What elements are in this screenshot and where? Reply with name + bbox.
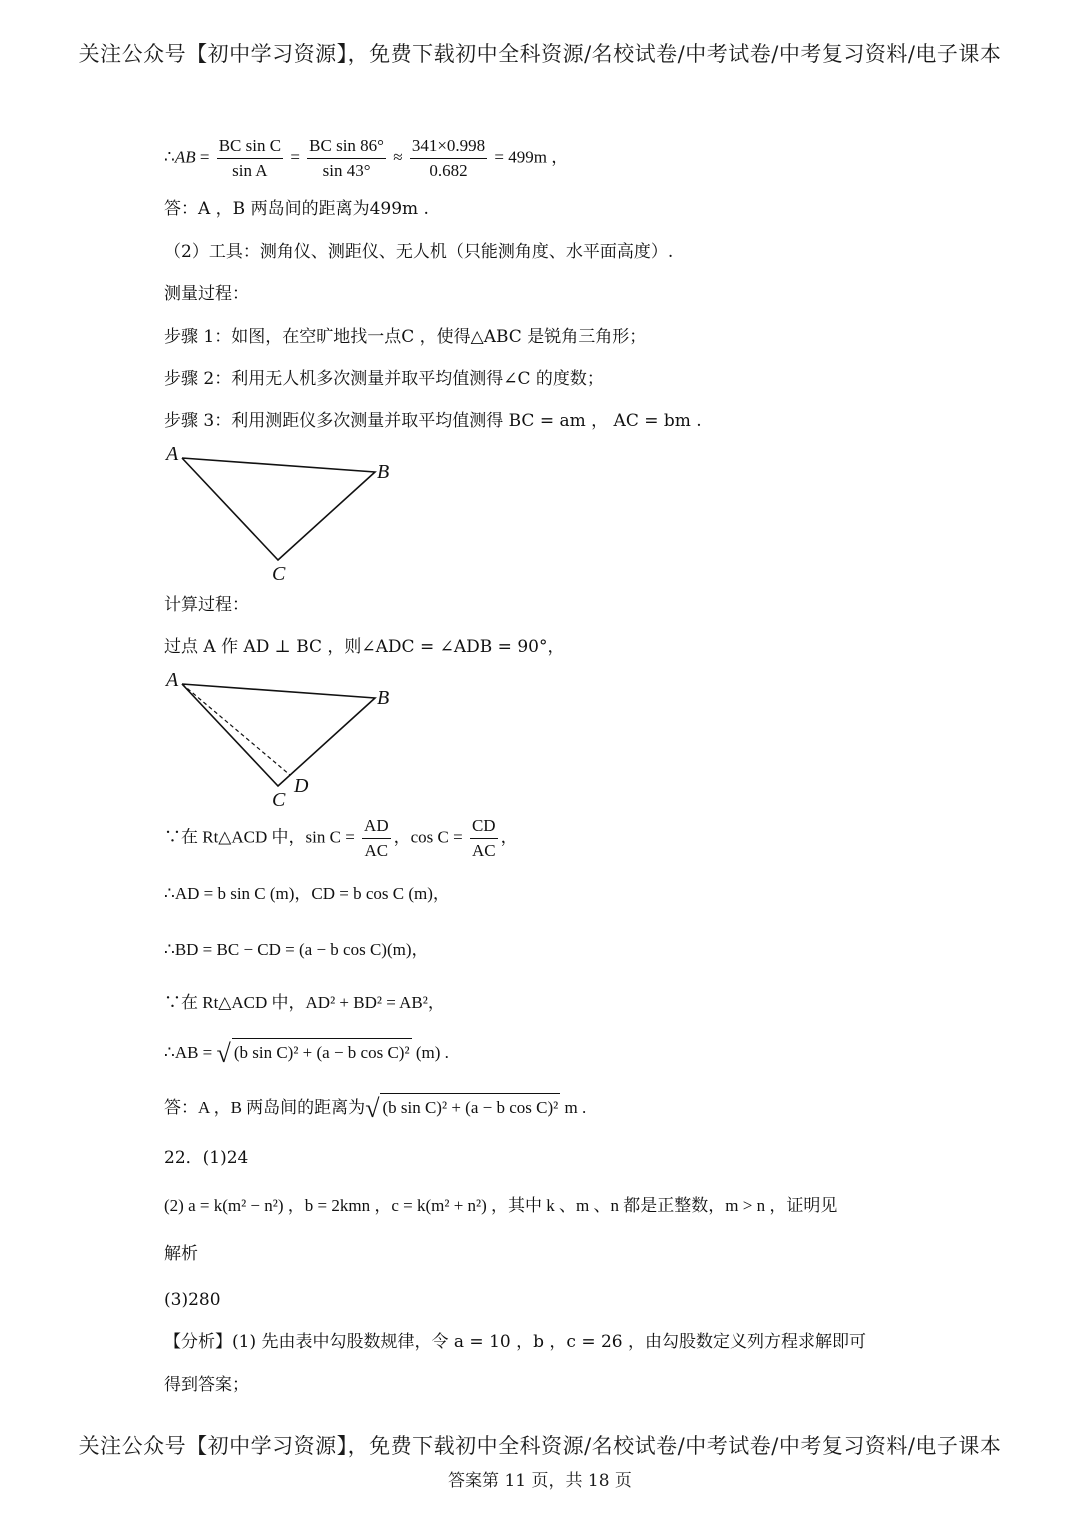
perpendicular-line: 过点 A 作 AD ⊥ BC ，则∠ADC = ∠ADB = 90°， xyxy=(164,637,565,657)
denominator: 0.682 xyxy=(429,161,468,180)
numerator: BC sin C xyxy=(217,134,283,159)
end: (m) . xyxy=(411,1043,449,1062)
footer-banner: 关注公众号【初中学习资源】，免费下载初中全科资源/名校试卷/中考试卷/中考复习资料/电子课本 xyxy=(78,1434,1002,1458)
fraction-3 xyxy=(410,134,487,183)
header-banner: 关注公众号【初中学习资源】，免费下载初中全科资源/名校试卷/中考试卷/中考复习资料/电子课本 xyxy=(78,42,1002,66)
result: = 499m ， xyxy=(490,147,569,167)
fraction-ad-ac xyxy=(362,814,391,863)
approx: ≈ xyxy=(388,147,407,167)
therefore-symbol: ∴ xyxy=(164,147,175,167)
numerator: BC sin 86° xyxy=(307,134,386,159)
pythagoras-line: ∵在 Rt△ACD 中，AD² + BD² = AB²， xyxy=(164,993,445,1012)
formula-ab-sine-rule xyxy=(164,134,568,183)
q22-part1: 22．(1)24 xyxy=(164,1148,249,1168)
radical-sign: √ xyxy=(216,1039,231,1068)
triangle-figure-1 xyxy=(160,440,410,590)
equals: = xyxy=(195,147,214,167)
equals: = xyxy=(286,147,305,167)
step-1: 步骤 1：如图，在空旷地找一点C ，使得△ABC 是锐角三角形； xyxy=(164,327,647,347)
vertex-label-c: C xyxy=(272,563,286,585)
triangle-abc xyxy=(182,458,375,560)
middle: ，cos C = xyxy=(393,827,467,847)
prefix: ∵在 Rt△ACD 中，sin C = xyxy=(164,827,360,847)
vertex-label-a: A xyxy=(166,443,179,465)
radicand: (b sin C)² + (a − b cos C)² xyxy=(232,1038,412,1065)
answer-line-1: 答：A ，B 两岛间的距离为499m . xyxy=(164,199,429,219)
vertex-label-a: A xyxy=(166,669,179,691)
calc-heading: 计算过程： xyxy=(164,595,249,615)
page-number: 答案第 11 页，共 18 页 xyxy=(448,1471,632,1491)
end: m . xyxy=(560,1098,587,1117)
q22-part2: (2) a = k(m² − n²) ，b = 2kmn ，c = k(m² + n²) ，其中 k 、m 、n 都是正整数，m > n ，证明见 xyxy=(164,1196,838,1215)
fraction-1 xyxy=(217,134,283,183)
denominator: AC xyxy=(471,841,496,860)
denominator: sin 43° xyxy=(322,161,371,180)
denominator: AC xyxy=(364,841,389,860)
step-2: 步骤 2：利用无人机多次测量并取平均值测得∠C 的度数； xyxy=(164,369,604,389)
end: ， xyxy=(500,827,518,847)
q22-part3: (3)280 xyxy=(164,1290,221,1310)
ad-cd-line: ∴AD = b sin C (m)，CD = b cos C (m)， xyxy=(164,884,450,903)
ab-root-line xyxy=(164,1038,449,1066)
fraction-2 xyxy=(307,134,386,183)
vertex-label-c: C xyxy=(272,789,286,811)
numerator: 341×0.998 xyxy=(410,134,487,159)
var-ab: AB xyxy=(174,147,196,167)
answer-line-2 xyxy=(164,1093,586,1121)
radical-sign: √ xyxy=(365,1094,380,1123)
vertex-label-b: B xyxy=(377,687,390,709)
point-label-d: D xyxy=(294,775,309,797)
process-heading: 测量过程： xyxy=(164,284,249,304)
prefix: 答：A ，B 两岛间的距离为 xyxy=(164,1098,366,1117)
bd-line: ∴BD = BC − CD = (a − b cos C)(m)， xyxy=(164,940,429,959)
tools-line: （2）工具：测角仪、测距仪、无人机（只能测角度、水平面高度）. xyxy=(164,242,674,262)
vertex-label-b: B xyxy=(377,461,390,483)
denominator: sin A xyxy=(232,161,268,180)
radicand: (b sin C)² + (a − b cos C)² xyxy=(380,1093,560,1120)
altitude-ad xyxy=(182,684,290,775)
trig-ratios-line xyxy=(164,814,518,863)
prefix: ∴AB = xyxy=(164,1043,217,1062)
triangle-abc xyxy=(182,684,375,786)
fraction-cd-ac xyxy=(470,814,498,863)
q22-part2-cont: 解析 xyxy=(164,1244,198,1264)
numerator: CD xyxy=(470,814,498,839)
analysis-line-cont: 得到答案； xyxy=(164,1375,249,1395)
numerator: AD xyxy=(362,814,391,839)
step-3: 步骤 3：利用测距仪多次测量并取平均值测得 BC = am ， AC = bm . xyxy=(164,411,702,431)
triangle-figure-2 xyxy=(160,666,410,816)
analysis-line: 【分析】(1) 先由表中勾股数规律，令 a = 10 ，b ，c = 26 ，由勾股数定义列方程求解即可 xyxy=(164,1332,867,1352)
